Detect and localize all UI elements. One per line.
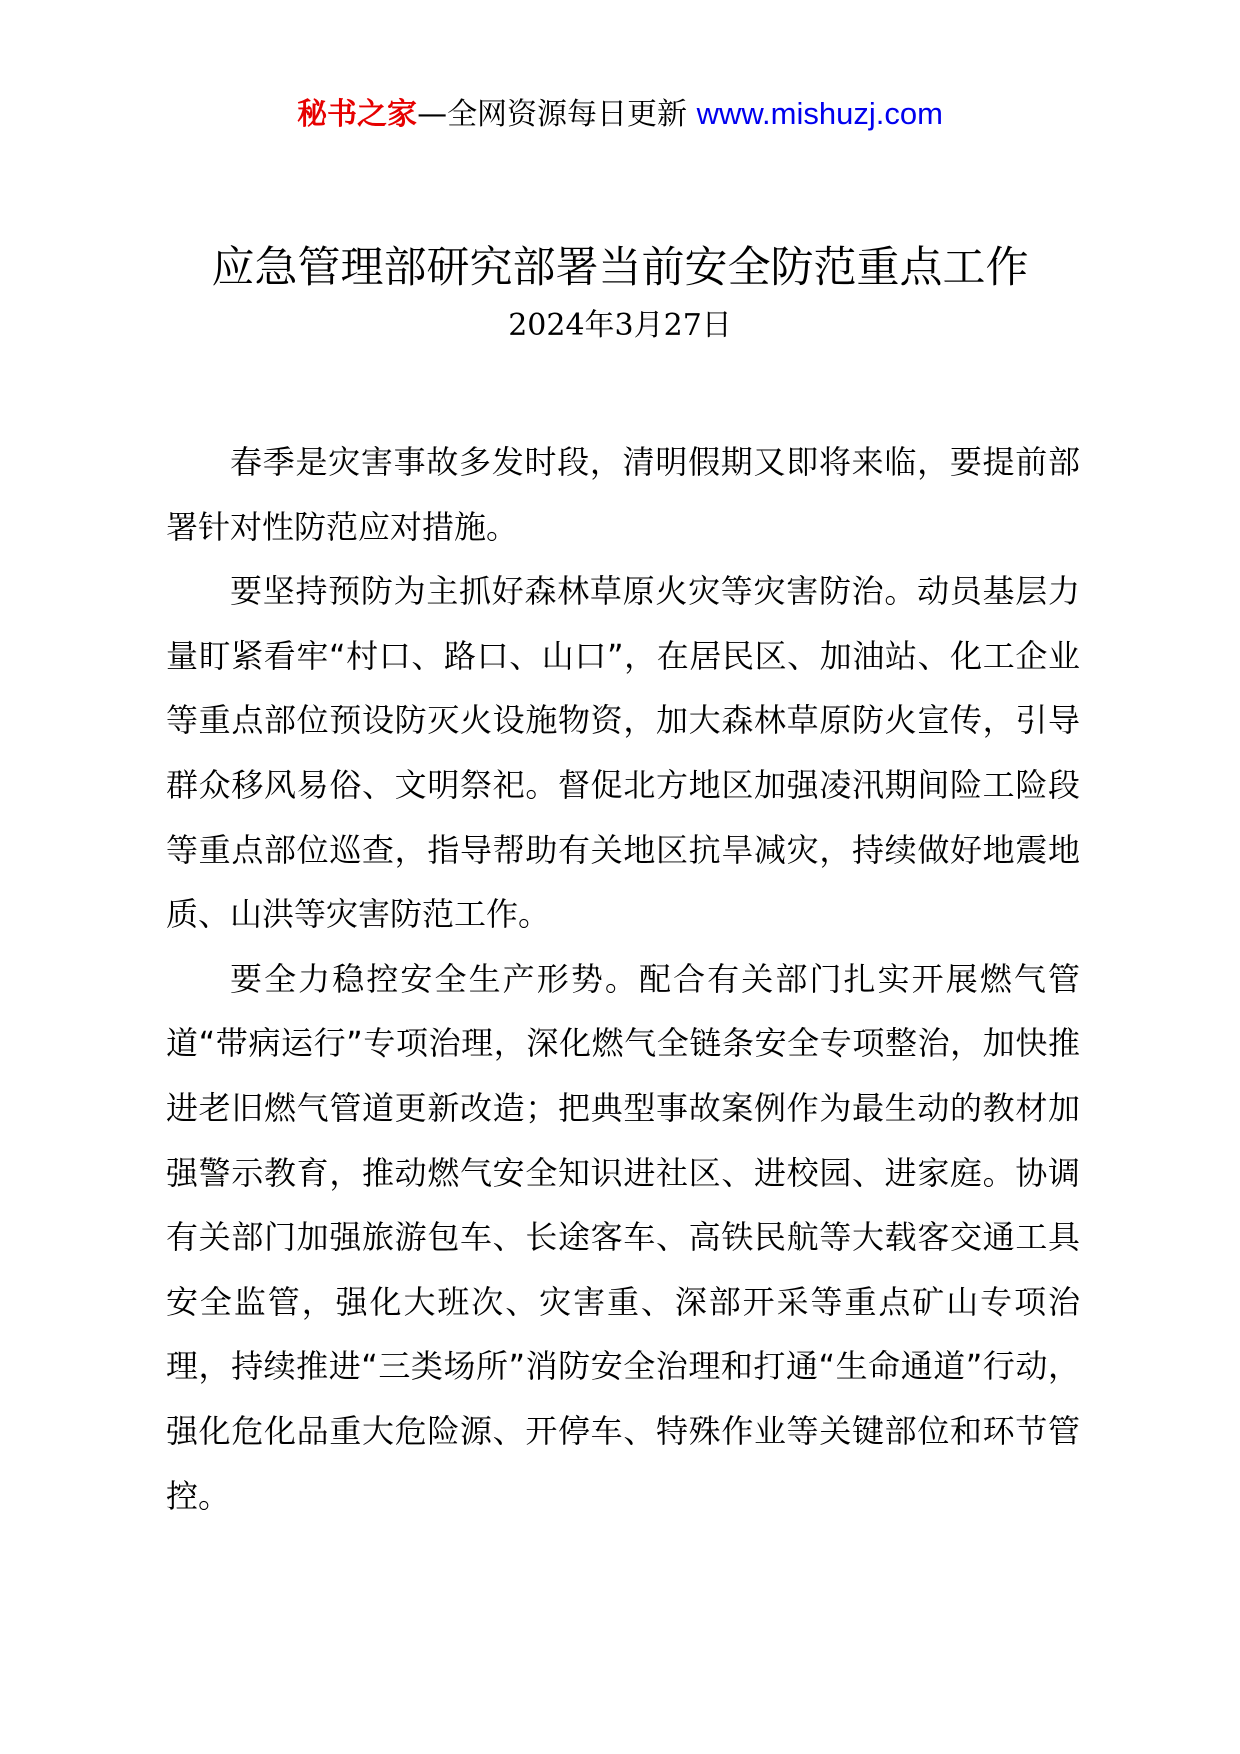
site-tagline: —全网资源每日更新 — [417, 97, 688, 132]
document-date: 2024年3月27日 — [508, 308, 732, 343]
document-body — [166, 430, 1080, 1528]
paragraph: 要坚持预防为主抓好森林草原火灾等灾害防治。动员基层力量盯紧看牢“村口、路口、山口”，在居民区、加油站、化工企业等重点部位预设防灭火设施物资，加大森林草原防火宣传，引导群众移风易俗、文明祭祀。督促北方地区加强凌汛期间险工险段等重点部位巡查，指导帮助有关地区抗旱减灾，持续做好地震地质、山洪等灾害防范工作。 — [166, 572, 1080, 934]
site-brand: 秘书之家 — [297, 97, 418, 132]
paragraph: 春季是灾害事故多发时段，清明假期又即将来临，要提前部署针对性防范应对措施。 — [166, 443, 1080, 546]
site-header — [0, 94, 1240, 135]
document-title: 应急管理部研究部署当前安全防范重点工作 — [211, 243, 1029, 293]
paragraph: 要全力稳控安全生产形势。配合有关部门扎实开展燃气管道“带病运行”专项治理，深化燃气全链条安全专项整治，加快推进老旧燃气管道更新改造；把典型事故案例作为最生动的教材加强警示教育，推动燃气安全知识进社区、进校园、进家庭。协调有关部门加强旅游包车、长途客车、高铁民航等大载客交通工具安全监管，强化大班次、灾害重、深部开采等重点矿山专项治理，持续推进“三类场所”消防安全治理和打通“生命通道”行动，强化危化品重大危险源、开停车、特殊作业等关键部位和环节管控。 — [166, 959, 1080, 1515]
site-url-link[interactable]: www.mishuzj.com — [696, 96, 943, 131]
